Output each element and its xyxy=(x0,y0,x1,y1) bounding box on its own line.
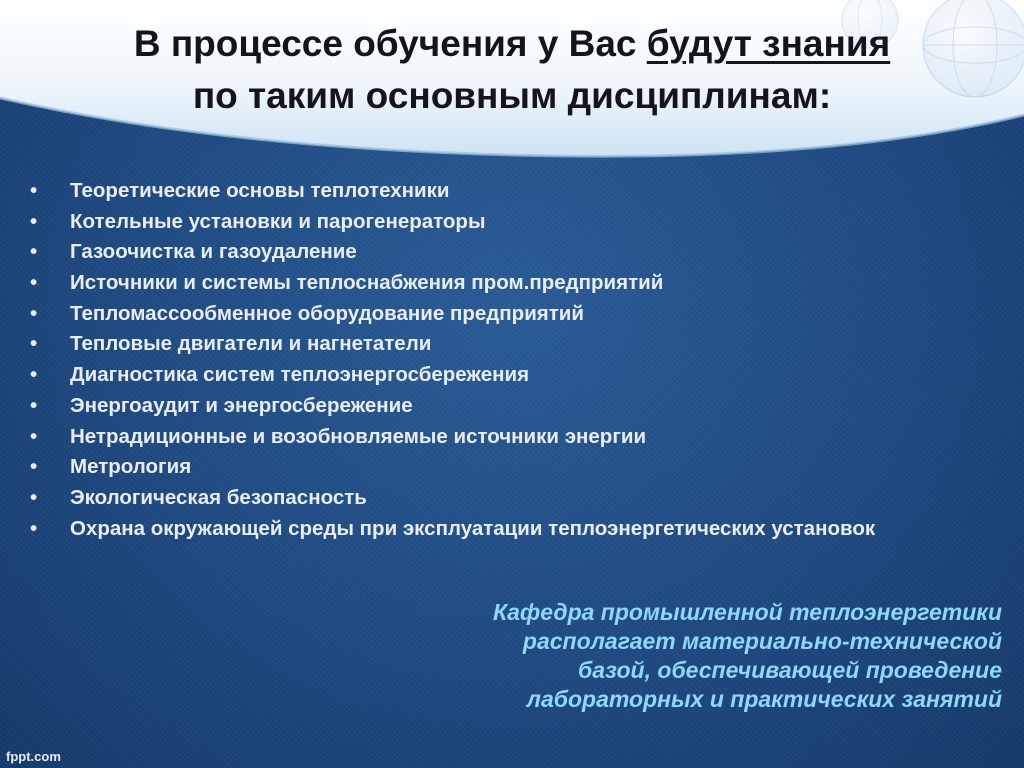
list-item-text: Теоретические основы теплотехники xyxy=(70,179,450,202)
bullet: • xyxy=(30,424,38,448)
title-underlined: будут знания xyxy=(646,23,891,64)
list-item-text: Энергоаудит и энергосбережение xyxy=(70,393,413,417)
bullet: • xyxy=(30,332,38,356)
list-item xyxy=(30,178,970,203)
list-item xyxy=(30,485,970,510)
bullet: • xyxy=(30,455,38,479)
list-item-text: Метрология xyxy=(70,455,192,479)
bullet: • xyxy=(30,179,38,202)
title-line2: по таким основным дисциплинам: xyxy=(192,75,832,116)
list-item xyxy=(30,209,970,234)
page-title xyxy=(0,18,1024,122)
bullet: • xyxy=(30,301,38,325)
list-item-text: Источники и системы теплоснабжения пром.предприятий xyxy=(70,271,664,295)
bullet: • xyxy=(30,363,38,387)
list-item xyxy=(30,362,970,387)
footer-logo: fppt.com xyxy=(6,749,61,764)
list-item-text: Котельные установки и парогенераторы xyxy=(70,209,486,233)
department-note: Кафедра промышленной теплоэнергетики располагает материально-технической базой, обеспечивающей проведение лабораторных и практических занятий xyxy=(493,599,1002,712)
list-item xyxy=(30,301,970,326)
bullet: • xyxy=(30,516,38,540)
list-item xyxy=(30,331,970,356)
list-item xyxy=(30,516,970,541)
list-item-text: Тепломассообменное оборудование предприятий xyxy=(70,301,585,325)
list-item-text: Нетрадиционные и возобновляемые источники энергии xyxy=(70,424,647,448)
list-item xyxy=(30,239,970,264)
bullet: • xyxy=(30,393,38,417)
bullet: • xyxy=(30,209,38,233)
list-item-text: Газоочистка и газоудаление xyxy=(70,240,357,264)
list-item xyxy=(30,270,970,295)
list-item-text: Диагностика систем теплоэнергосбережения xyxy=(70,363,530,387)
list-item-text: Экологическая безопасность xyxy=(70,485,367,509)
bullet: • xyxy=(30,485,38,509)
discipline-list xyxy=(30,178,970,546)
list-item xyxy=(30,424,970,449)
list-item xyxy=(30,454,970,479)
list-item xyxy=(30,393,970,418)
list-item-text: Тепловые двигатели и нагнетатели xyxy=(70,332,432,356)
bullet: • xyxy=(30,240,38,264)
list-item-text: Охрана окружающей среды при эксплуатации теплоэнергетических установок xyxy=(70,516,876,540)
bullet: • xyxy=(30,271,38,295)
title-part1: В процессе обучения у Вас xyxy=(133,23,647,64)
